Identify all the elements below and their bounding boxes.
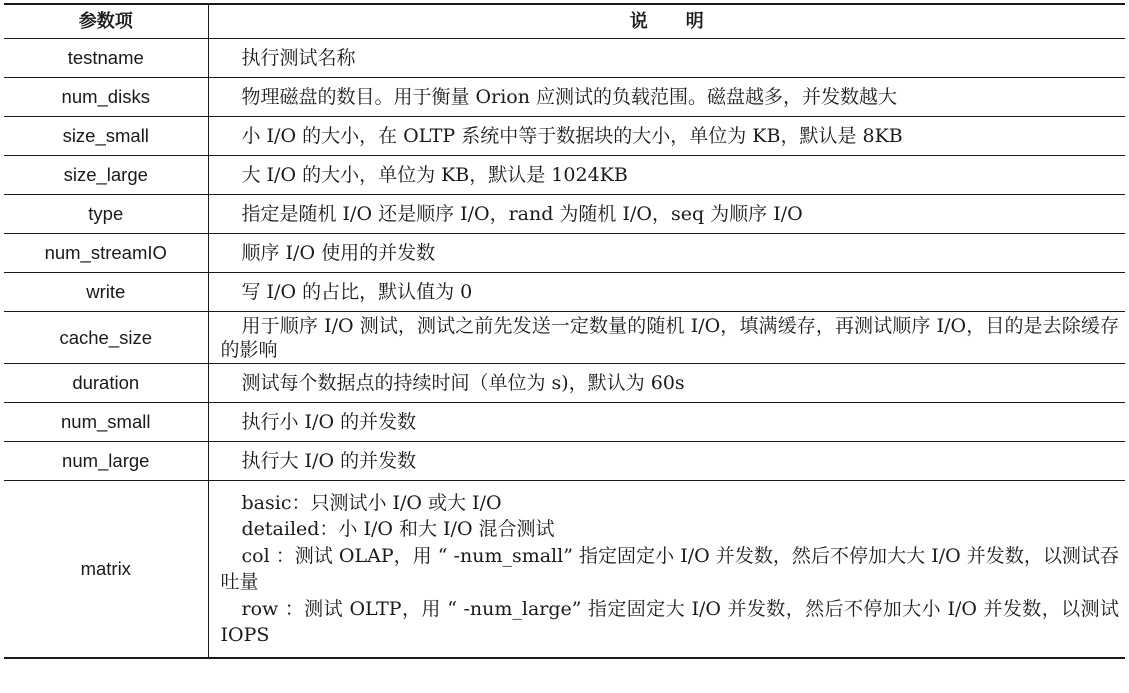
table-row xyxy=(4,195,1125,234)
header-param: 参数项 xyxy=(4,4,208,39)
table-row xyxy=(4,78,1125,117)
param-name: num_small xyxy=(4,403,208,442)
param-description xyxy=(208,403,1125,442)
param-name: num_streamIO xyxy=(4,234,208,273)
param-description xyxy=(208,481,1125,659)
description-line: 小 I/O 的大小，在 OLTP 系统中等于数据块的大小，单位为 KB，默认是 8KB xyxy=(241,125,903,147)
header-description xyxy=(208,4,1125,39)
param-description xyxy=(208,442,1125,481)
description-line: 写 I/O 的占比，默认值为 0 xyxy=(241,281,473,303)
description-line: 用于顺序 I/O 测试，测试之前先发送一定数量的随机 I/O，填满缓存，再测试顺序 I/O，目的是去除缓存的影响 xyxy=(220,314,1119,361)
header-description-char-1: 说 xyxy=(629,10,648,32)
param-description xyxy=(208,273,1125,312)
param-description xyxy=(208,364,1125,403)
param-description xyxy=(208,156,1125,195)
table-row xyxy=(4,403,1125,442)
table-row xyxy=(4,117,1125,156)
description-line: 物理磁盘的数目。用于衡量 Orion 应测试的负载范围。磁盘越多，并发数越大 xyxy=(241,86,897,108)
parameter-table-container xyxy=(4,3,1125,659)
table-row xyxy=(4,234,1125,273)
description-line: basic：只测试小 I/O 或大 I/O xyxy=(241,491,502,514)
header-row xyxy=(4,4,1125,39)
table-row xyxy=(4,312,1125,364)
param-description xyxy=(208,234,1125,273)
header-description-char-2: 明 xyxy=(685,10,704,32)
param-name: num_large xyxy=(4,442,208,481)
param-description xyxy=(208,195,1125,234)
param-name: testname xyxy=(4,39,208,78)
table-row xyxy=(4,39,1125,78)
param-name: duration xyxy=(4,364,208,403)
param-name: cache_size xyxy=(4,312,208,364)
param-description xyxy=(208,39,1125,78)
table-row xyxy=(4,364,1125,403)
param-name: write xyxy=(4,273,208,312)
description-line: 大 I/O 的大小，单位为 KB，默认是 1024KB xyxy=(241,164,628,186)
description-line: 执行大 I/O 的并发数 xyxy=(241,450,417,472)
table-row xyxy=(4,273,1125,312)
description-line: col ：测试 OLAP，用 “ -num_small” 指定固定小 I/O 并发数，然后不停加大大 I/O 并发数，以测试吞吐量 xyxy=(220,544,1119,593)
description-line: 执行测试名称 xyxy=(241,47,356,69)
description-line: 执行小 I/O 的并发数 xyxy=(241,411,417,433)
param-name: num_disks xyxy=(4,78,208,117)
table-row xyxy=(4,442,1125,481)
parameter-table xyxy=(4,3,1125,659)
param-name: matrix xyxy=(4,481,208,659)
description-line: 测试每个数据点的持续时间（单位为 s)，默认为 60s xyxy=(241,372,685,394)
param-description xyxy=(208,78,1125,117)
param-name: type xyxy=(4,195,208,234)
description-line: row ：测试 OLTP，用 “ -num_large” 指定固定大 I/O 并发数，然后不停加大小 I/O 并发数，以测试 IOPS xyxy=(220,597,1119,646)
param-description xyxy=(208,312,1125,364)
description-line: 指定是随机 I/O 还是顺序 I/O，rand 为随机 I/O，seq 为顺序 I/O xyxy=(241,203,803,225)
table-row xyxy=(4,156,1125,195)
param-name: size_large xyxy=(4,156,208,195)
param-name: size_small xyxy=(4,117,208,156)
description-line: detailed：小 I/O 和大 I/O 混合测试 xyxy=(241,518,555,540)
description-line: 顺序 I/O 使用的并发数 xyxy=(241,242,436,264)
table-row xyxy=(4,481,1125,659)
param-description xyxy=(208,117,1125,156)
